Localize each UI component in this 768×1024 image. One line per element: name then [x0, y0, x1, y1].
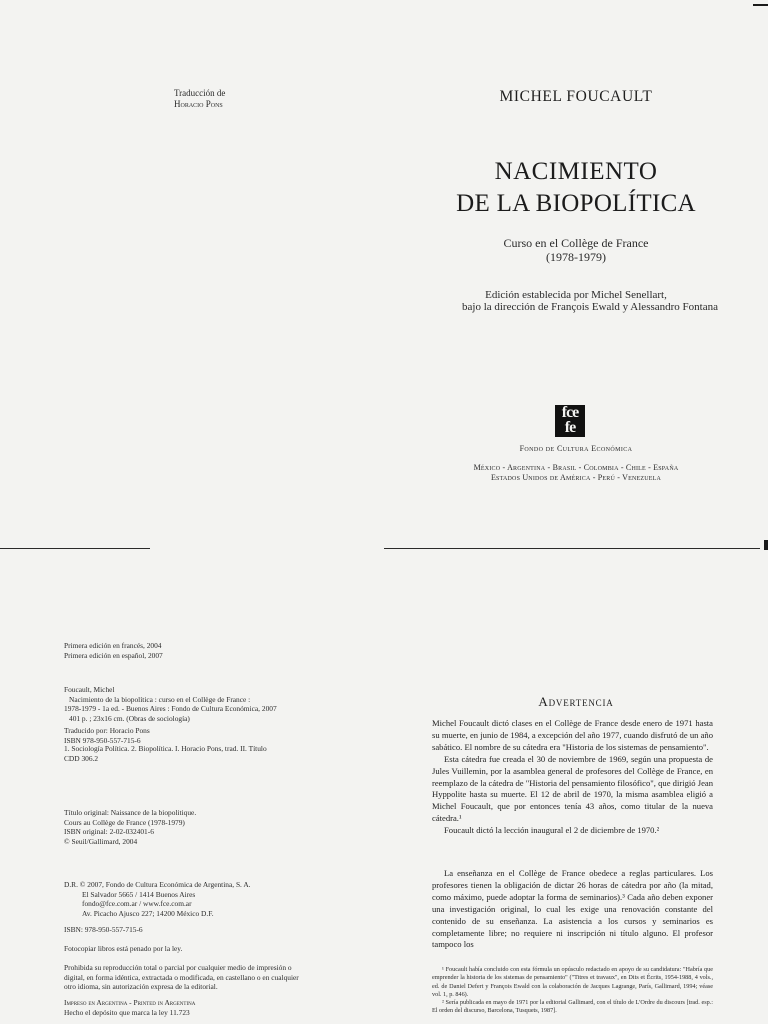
body-paragraph: Foucault dictó la lección inaugural el 2 de diciembre de 1970.²	[444, 825, 660, 836]
catalog-line: 1978-1979 - 1a ed. - Buenos Aires : Fondo de Cultura Económica, 2007	[64, 704, 277, 714]
first-edition-line: Primera edición en francés, 2004	[64, 641, 162, 650]
book-title-line-1: NACIMIENTO	[494, 158, 658, 185]
publisher-line: fondo@fce.com.ar / www.fce.com.ar	[82, 899, 192, 909]
catalog-line: 401 p. ; 23x16 cm. (Obras de sociología)	[69, 713, 190, 723]
edge-mark-top	[753, 4, 768, 6]
reproduction-line: digital, en forma idéntica, extractada o modificada, en castellano o en cualquier	[64, 972, 299, 982]
body-paragraph: La enseñanza en el Collège de France obedece a reglas particulares. Los profesores tienen la obligación de dictar 26 horas de cátedra por año (la mitad, como máximo, puede adoptar la forma de seminarios).³ Cada año deben exponer una investigación original, lo cual les exige una renovación constante del contenido de su enseñanza. La asistencia a los cursos y seminarios es completamente libre; no requiere ni inscripción ni título alguno. El profesor tampoco los	[432, 868, 713, 950]
edition-credit-line-2: bajo la dirección de François Ewald y Alessandro Fontana	[462, 301, 718, 313]
publisher-line: El Salvador 5665 / 1414 Buenos Aires	[82, 889, 196, 899]
body-paragraph: Esta cátedra fue creada el 30 de noviembre de 1969, según una propuesta de Jules Vuillemin, por la asamblea general de profesores del Collège de France, en reemplazo de la cátedra de "Historia del pensamiento filosófico", que dirigió Jean Hyppolite hasta su muerte. El 12 de abril de 1970, la misma asamblea eligió a Michel Foucault, que por entonces tenía 43 años, como titular de la nueva cátedra.¹	[432, 753, 713, 824]
publisher-rights-block	[64, 880, 354, 918]
catalog-line: 1. Sociología Política. 2. Biopolítica. I. Horacio Pons, trad. II. Título	[64, 744, 267, 753]
publisher-line: Av. Picacho Ajusco 227; 14200 México D.F.	[82, 908, 214, 918]
book-title-line-2: DE LA BIOPOLÍTICA	[456, 190, 696, 217]
original-line: Cours au Collège de France (1978-1979)	[64, 817, 185, 827]
first-edition-line: Primera edición en español, 2007	[64, 650, 163, 660]
logo-glyph-bottom: fe	[564, 419, 576, 436]
catalog-line: ISBN 978-950-557-715-6	[64, 735, 141, 745]
section-heading: Advertencia	[538, 694, 614, 709]
course-subtitle: Curso en el Collège de France	[503, 236, 649, 250]
catalog-record	[64, 685, 354, 723]
catalog-line: Foucault, Michel	[64, 685, 115, 694]
catalog-line: CDD 306.2	[64, 753, 99, 763]
publisher-logo-icon	[555, 405, 585, 437]
catalog-line: Nacimiento de la biopolítica : curso en el Collège de France :	[69, 694, 251, 704]
original-title-block	[64, 808, 354, 846]
advertencia-body	[432, 718, 713, 837]
original-line: © Seuil/Gallimard, 2004	[64, 836, 138, 846]
translator-name: Horacio Pons	[174, 99, 223, 109]
original-line: ISBN original: 2-02-032401-6	[64, 827, 154, 837]
catalog-record-subjects	[64, 744, 354, 763]
edition-credit-line-1: Edición establecida por Michel Senellart,	[485, 289, 667, 301]
reproduction-line: Prohibida su reproducción total o parcial por cualquier medio de impresión o	[64, 963, 292, 972]
catalog-line: Traducido por: Horacio Pons	[64, 726, 150, 735]
translator-label: Traducción de	[174, 88, 226, 98]
publisher-name: Fondo de Cultura Económica	[519, 444, 633, 453]
edge-mark-right	[764, 540, 768, 550]
printed-in: Impreso en Argentina - Printed in Argentina	[64, 998, 196, 1007]
original-line: Título original: Naissance de la biopolitique.	[64, 808, 197, 817]
logo-glyph-top: fce	[561, 404, 579, 421]
reproduction-line: otro idioma, sin autorización expresa de la editorial.	[64, 982, 218, 992]
footnote: ² Sería publicada en mayo de 1971 por la editorial Gallimard, con el título de L'Ordre du discours [trad. esp.: El orden del discurso, Barcelona, Tusquets, 1987].	[432, 999, 713, 1015]
author-name: MICHEL FOUCAULT	[499, 88, 653, 105]
gutter-rule-left	[0, 548, 150, 549]
first-editions	[64, 641, 354, 660]
footnote: ¹ Foucault había concluido con esta fórmula un opúsculo redactado en apoyo de su candidatura: "Habría que emprender la historia de los sistemas de pensamiento" ("Titres et travaux", en Dits et Écrits, 1954-1988, 4 vols., ed. de Daniel Defert y François Ewald con la colaboración de Jacques Lagrange, París, Gallimard, 1994; véase vol. 1, p. 846).	[432, 966, 713, 998]
gutter-rule-right	[384, 548, 760, 549]
isbn: ISBN: 978-950-557-715-6	[64, 925, 143, 934]
legal-deposit: Hecho el depósito que marca la ley 11.723	[64, 1008, 190, 1017]
publisher-line: D.R. © 2007, Fondo de Cultura Económica de Argentina, S. A.	[64, 880, 251, 889]
course-years: (1978-1979)	[546, 250, 606, 264]
photocopy-notice: Fotocopiar libros está penado por la ley.	[64, 944, 183, 953]
advertencia-body-2	[432, 868, 713, 951]
footnotes	[432, 966, 713, 1016]
reproduction-notice	[64, 963, 354, 992]
publisher-countries-line-1: México - Argentina - Brasil - Colombia - Chile - España	[473, 463, 679, 472]
publisher-countries-line-2: Estados Unidos de América - Perú - Venezuela	[490, 473, 662, 482]
body-paragraph: Michel Foucault dictó clases en el Collège de France desde enero de 1971 hasta su muerte, en junio de 1984, a excepción del año 1977, cuando disfrutó de un año sabático. El nombre de su cátedra era "Historia de los sistemas de pensamiento".	[432, 718, 713, 752]
catalog-record-translator	[64, 726, 354, 745]
translator-credit	[174, 88, 225, 110]
